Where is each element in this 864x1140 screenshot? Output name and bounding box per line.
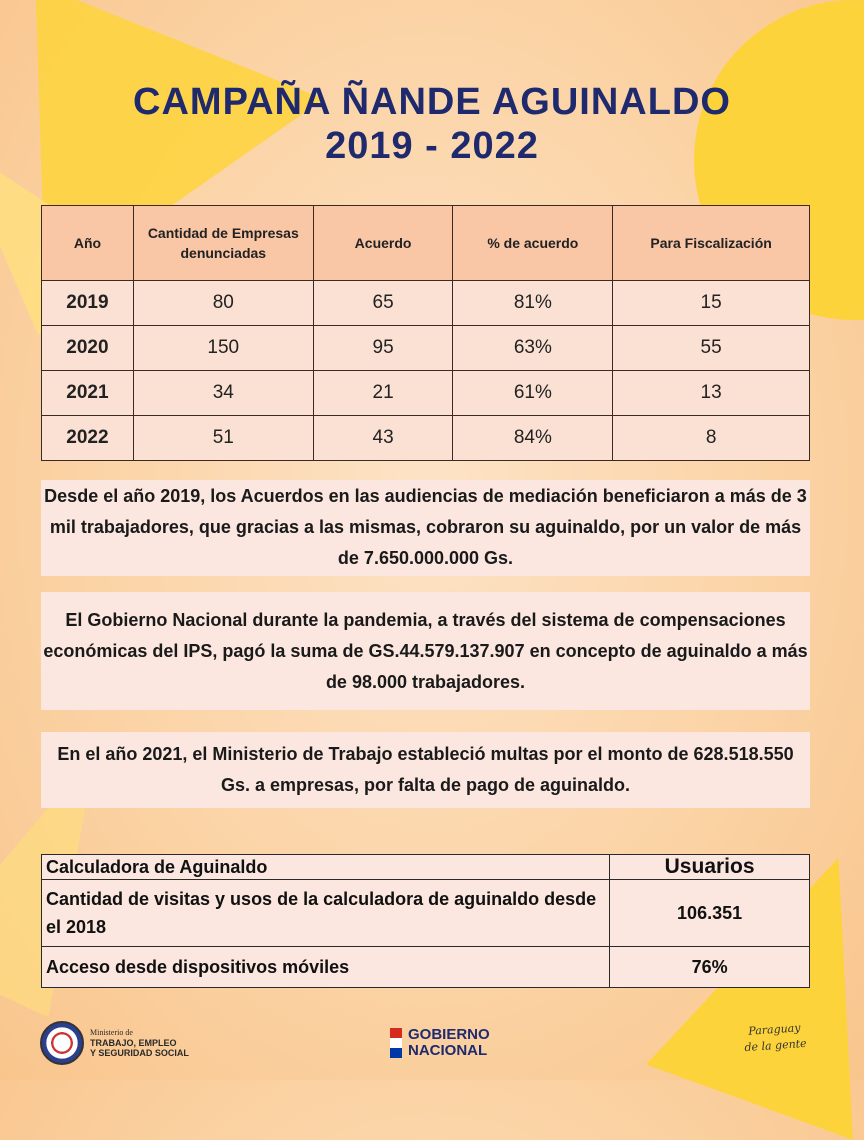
cell-agreement: 65: [313, 281, 453, 326]
cell-year: 2020: [42, 326, 134, 371]
info-panel-fines: [41, 732, 810, 808]
cell-inspection: 13: [613, 371, 810, 416]
table-row: [42, 371, 810, 416]
cell-companies: 34: [133, 371, 313, 416]
cell-companies: 80: [133, 281, 313, 326]
cell-percent: 84%: [453, 416, 613, 461]
calc-label-mobile: Acceso desde dispositivos móviles: [42, 947, 610, 988]
header-companies-reported: Cantidad de Empresas denunciadas: [133, 206, 313, 281]
paraguay-de-la-gente-logo: [729, 1019, 821, 1057]
cell-agreement: 21: [313, 371, 453, 416]
cell-year: 2019: [42, 281, 134, 326]
table-header-row: [42, 206, 810, 281]
ministry-label-small: Ministerio de: [90, 1028, 133, 1037]
calc-value-mobile: 76%: [610, 947, 810, 988]
table-row: [42, 947, 810, 988]
table-row: [42, 880, 810, 947]
calc-header-row: [42, 855, 810, 880]
header-agreement-percent: % de acuerdo: [453, 206, 613, 281]
calc-header-users: Usuarios: [610, 855, 810, 880]
page-subtitle-years: 2019 - 2022: [325, 125, 539, 167]
calc-header-title: Calculadora de Aguinaldo: [42, 855, 610, 880]
cell-year: 2021: [42, 371, 134, 416]
ministry-logo: [40, 1021, 189, 1065]
paraguay-flag-icon: [390, 1028, 402, 1058]
calc-value-visits: 106.351: [610, 880, 810, 947]
cell-percent: 61%: [453, 371, 613, 416]
table-row: [42, 416, 810, 461]
table-row: [42, 281, 810, 326]
cell-companies: 51: [133, 416, 313, 461]
calculator-table: [41, 854, 810, 988]
cell-percent: 81%: [453, 281, 613, 326]
cell-inspection: 8: [613, 416, 810, 461]
cell-agreement: 43: [313, 416, 453, 461]
cell-inspection: 15: [613, 281, 810, 326]
gobierno-nacional-logo: [390, 1027, 490, 1059]
gob-label-line2: NACIONAL: [408, 1042, 488, 1059]
national-seal-icon: [40, 1021, 84, 1065]
cell-year: 2022: [42, 416, 134, 461]
cell-companies: 150: [133, 326, 313, 371]
info-text-mediation: Desde el año 2019, los Acuerdos en las audiencias de mediación beneficiaron a más de 3 mil trabajadores, que gracias a las mismas, cobraron su aguinaldo, por un valor de más de 7.650.000.000 Gs.: [44, 486, 807, 568]
cell-percent: 63%: [453, 326, 613, 371]
ministry-label-line2: Y SEGURIDAD SOCIAL: [90, 1048, 189, 1058]
cell-inspection: 55: [613, 326, 810, 371]
info-panel-pandemic: [41, 592, 810, 710]
info-text-fines: En el año 2021, el Ministerio de Trabajo estableció multas por el monto de 628.518.550 Gs. a empresas, por falta de pago de aguinaldo.: [57, 744, 794, 795]
page-title: CAMPAÑA ÑANDE AGUINALDO: [133, 81, 731, 123]
info-panel-mediation: [41, 480, 810, 576]
header-agreement: Acuerdo: [313, 206, 453, 281]
table-row: [42, 326, 810, 371]
header-for-inspection: Para Fiscalización: [613, 206, 810, 281]
slogan-line2: de la gente: [744, 1036, 807, 1055]
calc-label-visits: Cantidad de visitas y usos de la calculadora de aguinaldo desde el 2018: [42, 880, 610, 947]
cell-agreement: 95: [313, 326, 453, 371]
header-year: Año: [42, 206, 134, 281]
campaign-stats-table: [41, 205, 810, 461]
gob-label-line1: GOBIERNO: [408, 1026, 490, 1043]
info-text-pandemic: El Gobierno Nacional durante la pandemia, a través del sistema de compensaciones económicas del IPS, pagó la suma de GS.44.579.137.907 en concepto de aguinaldo a más de 98.000 trabajadores.: [43, 610, 808, 692]
slogan-line1: Paraguay: [747, 1021, 801, 1038]
ministry-label-line1: TRABAJO, EMPLEO: [90, 1038, 177, 1048]
